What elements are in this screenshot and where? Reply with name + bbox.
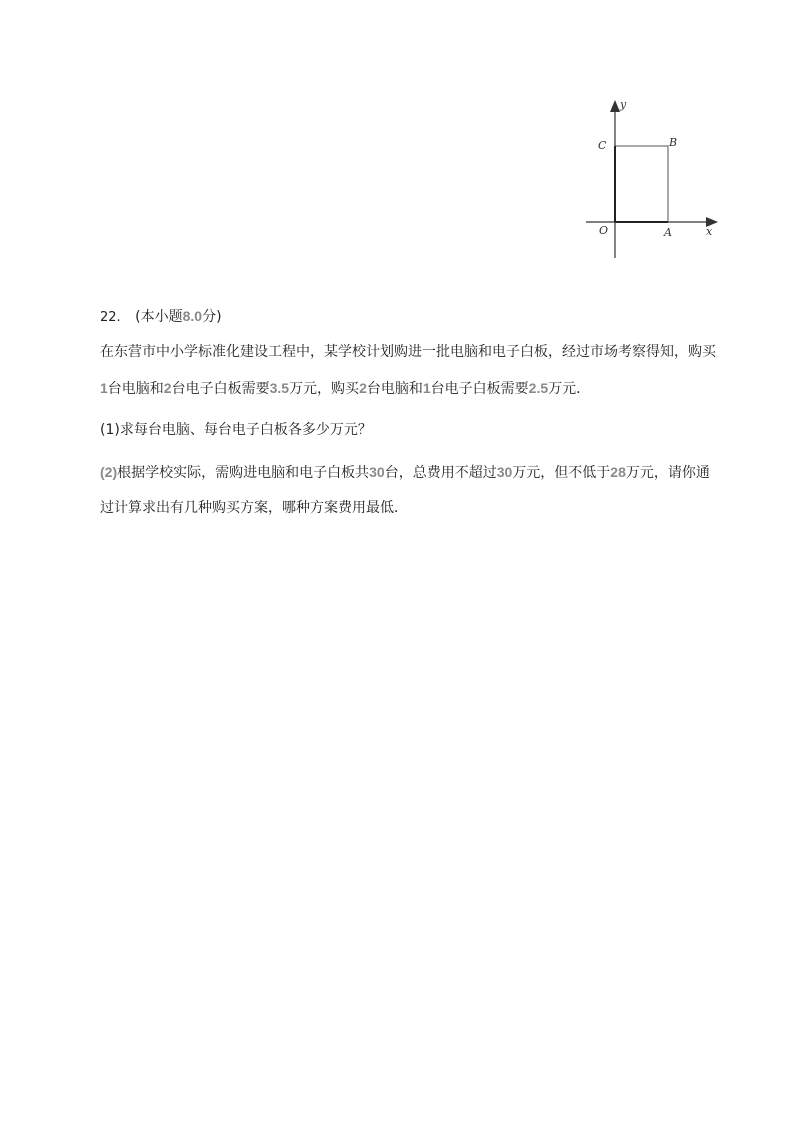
value-min-28: 28 bbox=[610, 464, 626, 480]
text: 万元，请你通 bbox=[625, 465, 710, 481]
text: 台电脑和 bbox=[366, 381, 423, 397]
part1-label: (1) bbox=[100, 422, 120, 438]
question-header-close: 分) bbox=[202, 309, 222, 325]
question-part2-line2: 过计算求出有几种购买方案，哪种方案费用最低． bbox=[100, 500, 408, 516]
question-intro-line2 bbox=[100, 378, 590, 399]
label-b: B bbox=[669, 136, 678, 149]
label-origin: O bbox=[599, 224, 609, 237]
question-intro-line1: 在东营市中小学标准化建设工程中，某学校计划购进一批电脑和电子白板，经过市场考察得知，购买 bbox=[100, 344, 716, 360]
text: 万元． bbox=[548, 381, 591, 397]
text: 根据学校实际，需购进电脑和电子白板共 bbox=[117, 465, 370, 481]
part1-text: 求每台电脑、每台电子白板各多少万元？ bbox=[119, 422, 372, 438]
rectangle-oabc bbox=[615, 146, 668, 222]
text: 万元，购买 bbox=[289, 381, 360, 397]
part2-label: (2) bbox=[100, 464, 118, 480]
label-y: y bbox=[620, 98, 627, 111]
label-x: x bbox=[706, 225, 713, 238]
y-axis-arrow bbox=[610, 100, 620, 112]
question-header bbox=[100, 306, 222, 328]
question-number: 22. bbox=[100, 310, 121, 325]
text: 台电子白板需要 bbox=[430, 381, 529, 397]
value-computers-1: 1 bbox=[100, 380, 108, 396]
value-max-30: 30 bbox=[496, 464, 513, 480]
text: 万元，但不低于 bbox=[512, 465, 611, 481]
question-header-open: (本小题 bbox=[135, 309, 183, 325]
coordinate-figure bbox=[584, 96, 724, 264]
question-score: 8.0 bbox=[182, 308, 203, 324]
text: 台电子白板需要 bbox=[171, 381, 270, 397]
text: 台电脑和 bbox=[107, 381, 164, 397]
text: 台，总费用不超过 bbox=[384, 465, 497, 481]
value-boards-2: 2 bbox=[163, 380, 172, 396]
value-computers-2: 2 bbox=[359, 380, 367, 396]
question-part2-line1 bbox=[100, 462, 710, 483]
question-part1 bbox=[100, 420, 372, 440]
value-cost-2-5: 2.5 bbox=[528, 380, 549, 396]
label-a: A bbox=[664, 226, 672, 239]
label-c: C bbox=[598, 139, 607, 152]
value-cost-3-5: 3.5 bbox=[269, 380, 290, 396]
value-total-30: 30 bbox=[369, 464, 385, 480]
value-boards-1: 1 bbox=[422, 380, 431, 396]
